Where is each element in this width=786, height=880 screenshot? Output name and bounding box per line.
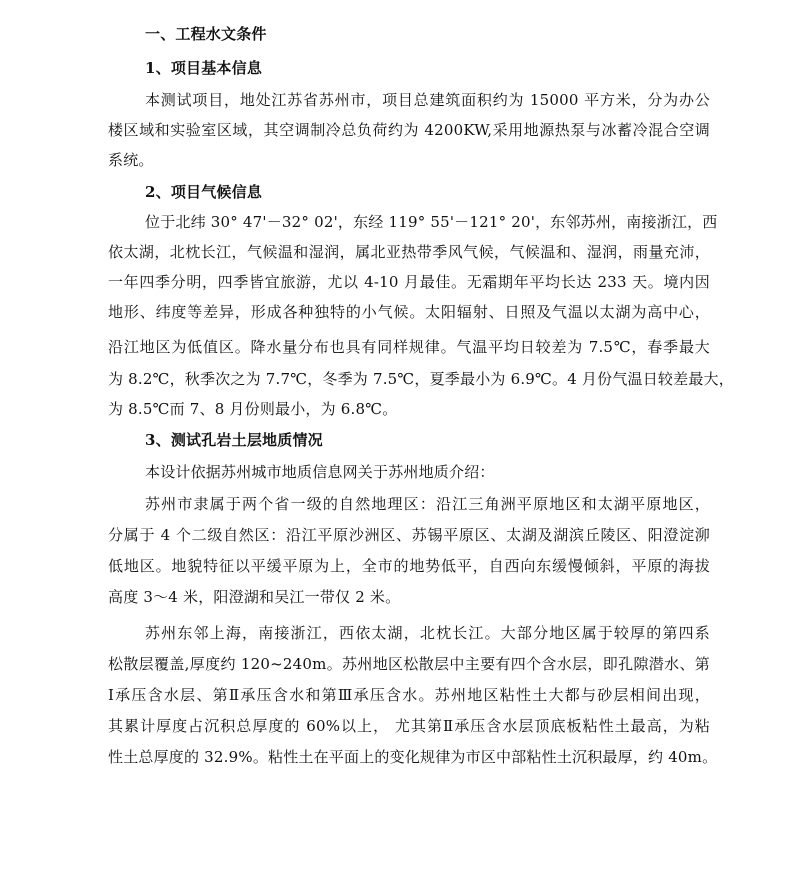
paragraph-line: 其累计厚度占沉积总厚度的 60%以上， 尤其第Ⅱ承压含水层顶底板粘性土最高，为粘 (108, 717, 710, 735)
paragraph-line: 松散层覆盖,厚度约 120~240m。苏州地区松散层中主要有四个含水层，即孔隙潜水、第 (108, 655, 710, 673)
paragraph-line: 性土总厚度的 32.9%。粘性土在平面上的变化规律为市区中部粘性土沉积最厚，约 40m。 (108, 748, 718, 766)
paragraph-line: 地形、纬度等差异，形成各种独特的小气候。太阳辐射、日照及气温以太湖为高中心， (108, 303, 710, 321)
paragraph-line: 苏州东邻上海，南接浙江，西依太湖，北枕长江。大部分地区属于较厚的第四系 (145, 624, 710, 642)
paragraph-line: 一年四季分明，四季皆宜旅游，尤以 4-10 月最佳。无霜期年平均长达 233 天。境内因 (108, 273, 710, 291)
paragraph-line: 沿江地区为低值区。降水量分布也具有同样规律。气温平均日较差为 7.5℃，春季最大 (108, 338, 710, 356)
heading-climate-info: 2、项目气候信息 (145, 183, 263, 201)
section-title: 一、工程水文条件 (145, 25, 267, 43)
paragraph-line: Ⅰ承压含水层、第Ⅱ承压含水和第Ⅲ承压含水。苏州地区粘性土大都与砂层相间出现， (108, 686, 710, 704)
heading-geology: 3、测试孔岩土层地质情况 (145, 431, 323, 449)
paragraph-line: 系统。 (108, 151, 154, 169)
paragraph-line: 高度 3～4 米，阳澄湖和吴江一带仅 2 米。 (108, 588, 401, 606)
paragraph-line: 为 8.2℃，秋季次之为 7.7℃，冬季为 7.5℃，夏季最小为 6.9℃。4 月份气温日较差最大， (108, 370, 734, 388)
paragraph-line: 本测试项目，地处江苏省苏州市，项目总建筑面积约为 15000 平方米，分为办公 (145, 91, 710, 109)
paragraph-line: 为 8.5℃而 7、8 月份则最小，为 6.8℃。 (108, 400, 398, 418)
paragraph-line: 位于北纬 30° 47'－32° 02'，东经 119° 55'－121° 20'，东邻苏州，南接浙江，西 (145, 213, 718, 231)
paragraph-line: 苏州市隶属于两个省一级的自然地理区：沿江三角洲平原地区和太湖平原地区， (145, 495, 710, 513)
paragraph-line: 依太湖，北枕长江，气候温和湿润，属北亚热带季风气候，气候温和、湿润，雨量充沛， (108, 243, 710, 261)
paragraph-line: 低地区。地貌特征以平缓平原为上，全市的地势低平，自西向东缓慢倾斜，平原的海拔 (108, 557, 710, 575)
heading-project-info: 1、项目基本信息 (145, 59, 263, 77)
paragraph-line: 楼区域和实验室区域，其空调制冷总负荷约为 4200KW,采用地源热泵与冰蓄冷混合空调 (108, 121, 710, 139)
paragraph-line: 本设计依据苏州城市地质信息网关于苏州地质介绍： (145, 463, 495, 481)
paragraph-line: 分属于 4 个二级自然区：沿江平原沙洲区、苏锡平原区、太湖及湖滨丘陵区、阳澄淀泖 (108, 526, 710, 544)
